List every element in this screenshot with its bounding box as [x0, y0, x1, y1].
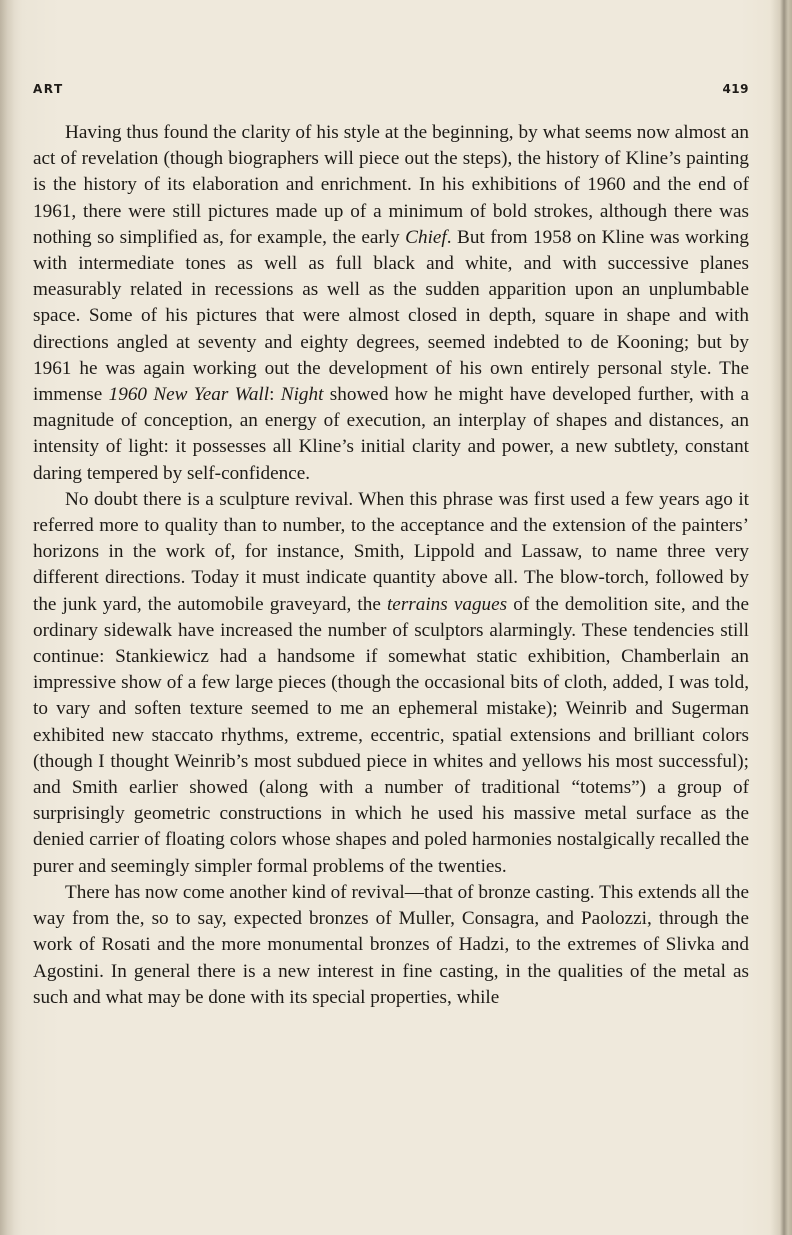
- paragraph-text: No doubt there is a sculpture revival. When this phrase was first used a few years ago it referred more to quality than to number, to the acceptance and the extension of the painters’ horizons in the work of, for instance, Smith, Lippold and Lassaw, to name three very different directions. Today it must indicate quantity above all. The blow-torch, followed by the junk yard, the automobile graveyard, the: [33, 488, 749, 615]
- artwork-title: 1960 New Year Wall: [108, 384, 270, 406]
- body-text: [33, 120, 749, 1011]
- paragraph-text: :: [269, 384, 281, 406]
- paragraph-text: . But from 1958 on Kline was working with intermediate tones as well as full black and white, and with successive planes measurably related in recessions as well as the sudden apparition upon an unplumbable space. Some of his pictures that were almost closed in depth, square in shape and with directions angled at seventy and eighty degrees, seemed indebted to de Kooning; but by 1961 he was again working out the development of his own entirely personal style. The immense: [33, 226, 749, 406]
- paragraph-sculpture-revival: [33, 487, 749, 880]
- italic-phrase: terrains vagues: [386, 593, 508, 615]
- paragraph-text: of the demolition site, and the ordinary sidewalk have increased the number of sculptors alarmingly. These tendencies still continue: Stankiewicz had a handsome if somewhat static exhibition, Chamberlain an impressive show of a few large pieces (though the occasional bits of cloth, added, I was told, to vary and soften texture seemed to me an ephemeral mistake); Weinrib and Sugerman exhibited new staccato rhythms, extreme, eccentric, spatial extensions and brilliant colors (though I thought Weinrib’s most subdued piece in whites and yellows his most successful); and Smith earlier showed (along with a number of traditional “totems”) a group of surprisingly geometric constructions in which he used his massive metal surface as the denied carrier of floating colors whose shapes and poled harmonies nostalgically recalled the purer and seemingly simpler formal problems of the twenties.: [33, 593, 749, 877]
- section-title: ART: [33, 82, 64, 96]
- paragraph-text: There has now come another kind of revival—that of bronze casting. This extends all the way from the, so to say, expected bronzes of Muller, Consagra, and Paolozzi, through the work of Rosati and the more monumental bronzes of Hadzi, to the extremes of Slivka and Agostini. In general there is a new interest in fine casting, in the qualities of the metal as such and what may be done with its special properties, while: [33, 881, 749, 1008]
- paragraph-text: showed how he might have developed further, with a magnitude of conception, an energy of execution, an interplay of shapes and distances, an intensity of light: it possesses all Kline’s initial clarity and power, a new subtlety, constant daring tempered by self-confidence.: [33, 384, 750, 484]
- binding-shadow: [0, 0, 14, 1235]
- artwork-title: Chief: [405, 226, 447, 248]
- artwork-title: Night: [280, 384, 324, 406]
- page-number: 419: [722, 82, 749, 96]
- paragraph-bronze-casting: [33, 880, 749, 1011]
- paragraph-text: Having thus found the clarity of his style at the beginning, by what seems now almost an act of revelation (though biographers will piece out the steps), the history of Kline’s painting is the history of its elaboration and enrichment. In his exhibitions of 1960 and the end of 1961, there were still pictures made up of a minimum of bold strokes, although there was nothing so simplified as, for example, the early: [33, 122, 749, 248]
- running-header: [33, 82, 749, 100]
- paragraph-kline: [33, 120, 749, 487]
